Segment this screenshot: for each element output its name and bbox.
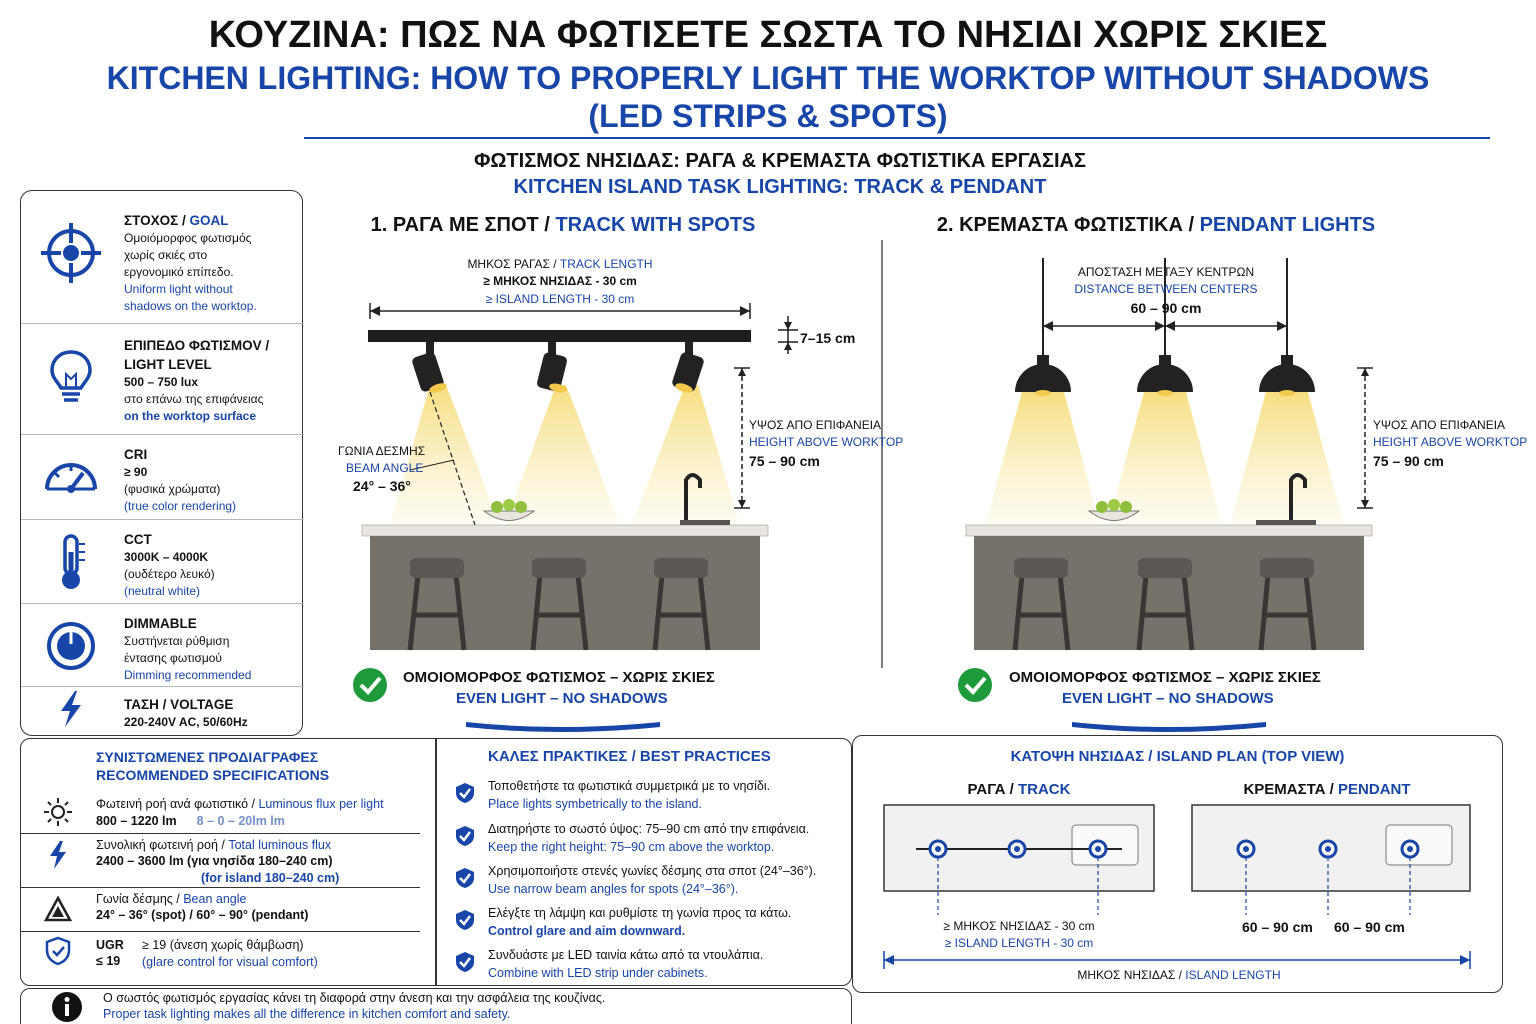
page-title-english: KITCHEN LIGHTING: HOW TO PROPERLY LIGHT THE WORKTOP WITHOUT SHADOWS [106,60,1430,96]
dimmable-title: DIMMABLE [124,616,197,631]
pendant-height-value: 75 – 90 cm [1373,453,1444,469]
pendant-lamp [1015,355,1071,396]
section-subtitle: ΦΩΤΙΣΜΟΣ ΝΗΣΙΔΑΣ: ΡΑΓΑ & ΚΡΕΜΑΣΤΑ ΦΩΤΙΣΤΙΚΑ ΕΡΓΑΣΙΑΣ [473,150,1086,172]
light-level-value: 500 – 750 lux [124,375,199,389]
info-icon [51,991,83,1023]
pendant-height-label: ΥΨΟΣ ΑΠΟ ΕΠΙΦΑΝΕΙΑ [1373,418,1506,432]
check-badge-icon [454,867,476,889]
plan-spot [1090,841,1106,857]
goal-title: ΣΤΟΧΟΣ / [124,213,190,228]
plan-spacing-1: 60 – 90 cm [1242,919,1313,935]
spec-flux-value: 800 – 1220 lm [96,814,177,828]
practice-text: Ελέγξτε τη λάμψη και ρυθμίστε τη γωνία προς τα κάτω. [488,906,792,920]
plan-track-rule: ≥ ΜΗΚΟΣ ΝΗΣΙΔΑΣ - 30 cm [943,919,1095,933]
plan-pendant-label: ΚΡΕΜΑΣΤΑ / PENDANT [1243,781,1411,798]
list-item [436,945,836,987]
track-diagram [353,303,798,732]
plan-pendant [1402,841,1418,857]
cct-value: 3000K – 4000K [124,550,209,564]
practice-text-en: Combine with LED strip under cabinets. [488,966,708,980]
voltage-title: ΤΑΣΗ / VOLTAGE [124,697,234,712]
page-title-english-line2: (LED STRIPS & SPOTS) [588,98,948,134]
spec-ugr-label-2: ≤ 19 [96,954,121,968]
spec-row-total-flux [20,834,420,888]
pendant-heading: 2. ΚΡΕΜΑΣΤΑ ΦΩΤΙΣΤΙΚΑ / PENDANT LIGHTS [936,214,1376,236]
beam-angle-value: 24° – 36° [353,478,411,494]
plan-pendant [1238,841,1254,857]
light-level-title: ΕΠΙΠΕΔΟ ΦΩΤΙΣΜΟV / [124,338,270,353]
pendant-lamp [1137,355,1193,396]
track-drop-value: 7–15 cm [800,330,856,346]
plan-spacing-2: 60 – 90 cm [1334,919,1405,935]
dimmable-text-en: Dimming recommended [124,668,252,682]
cri-title: CRI [124,447,148,462]
track-length-rule-en: ≥ ISLAND LENGTH - 30 cm [485,292,635,306]
cct-text: (ουδέτερο λευκό) [124,567,215,581]
footer-note [20,988,852,1024]
practice-text: Συνδυάστε με LED ταινία κάτω από τα ντουλάπια. [488,948,764,962]
warning-triangle-icon [44,896,72,922]
pendant-result: ΟΜΟΙΟΜΟΡΦΟΣ ΦΩΤΙΣΜΟΣ – ΧΩΡΙΣ ΣΚΙΕΣ [1009,669,1321,686]
plan-heading: ΚΑΤΟΨΗ ΝΗΣΙΔΑΣ / ISLAND PLAN (TOP VIEW) [1010,748,1345,765]
plan-track-rule-en: ≥ ISLAND LENGTH - 30 cm [944,936,1094,950]
cri-value: ≥ 90 [124,465,148,479]
section-subtitle-english: KITCHEN ISLAND TASK LIGHTING: TRACK & PENDANT [513,176,1047,198]
cri-text: (φυσικά χρώματα) [124,482,221,496]
pendant-distance-label: ΑΠΟΣΤΑΣΗ ΜΕΤΑΞΥ ΚΕΝΤΡΩΝ [1077,265,1255,279]
track-rail [368,330,751,342]
practice-text: Τοποθετήστε τα φωτιστικά συμμετρικά με το νησίδι. [488,779,771,793]
dimmable-text-1: Συστήνεται ρύθμιση [124,634,230,648]
practice-text: Χρησιμοποιήστε στενές γωνίες δέσμης στα σποτ (24°–36°). [488,864,817,878]
check-badge-icon [454,782,476,804]
island-worktop [362,525,768,536]
goal-text-2: χωρίς σκιές στο [124,248,208,262]
goal-title-en: GOAL [189,213,229,228]
practice-text: Διατηρήστε το σωστό ύψος: 75–90 cm από την επιφάνεια. [488,822,810,836]
goal-text-en-1: Uniform light without [124,282,233,296]
check-badge-icon [454,825,476,847]
track-heading: 1. ΡΑΓΑ ΜΕ ΣΠΟΤ / TRACK WITH SPOTS [370,214,756,236]
track-result-en: EVEN LIGHT – NO SHADOWS [456,690,668,707]
pendant-distance-value: 60 – 90 cm [1130,300,1202,316]
spec-total-value-en: (for island 180–240 cm) [201,871,340,885]
track-height-label-en: HEIGHT ABOVE WORKTOP [749,435,904,449]
check-icon [958,668,992,702]
page-title: ΚΟΥΖΙΝΑ: ΠΩΣ ΝΑ ΦΩΤΙΣΕΤΕ ΣΩΣΤΑ ΤΟ ΝΗΣΙΔΙ ΧΩΡΙΣ ΣΚΙΕΣ [208,14,1328,56]
list-item [436,861,836,903]
spot-light [411,342,448,395]
spec-beam-label: Γωνία δέσμης / [96,892,184,906]
spec-flux-label-en: Luminous flux per light [258,797,384,811]
spec-row-beam [20,888,420,932]
plan-pendant [1320,841,1336,857]
track-height-value: 75 – 90 cm [749,453,820,469]
practice-text-en: Keep the right height: 75–90 cm above the worktop. [488,840,775,854]
goal-text-3: εργονομικό επίπεδο. [124,265,234,279]
lightning-icon [46,840,70,870]
goal-text-en-2: shadows on the worktop. [124,299,257,313]
practice-text-en: Place lights symbetrically to the island. [488,797,702,811]
pendant-height-label-en: HEIGHT ABOVE WORKTOP [1373,435,1528,449]
pendant-distance-label-en: DISTANCE BETWEEN CENTERS [1074,282,1258,296]
cri-text-en: (true color rendering) [124,499,237,513]
track-length-rule: ≥ ΜΗΚΟΣ ΝΗΣΙΔΑΣ - 30 cm [483,274,637,288]
spec-total-value: 2400 – 3600 lm (για νησίδα 180–240 cm) [96,854,333,868]
spec-row-ugr [20,932,420,982]
list-item [436,776,836,818]
goal-text-1: Ομοιόμορφος φωτισμός [124,231,252,245]
specs-heading: ΣΥΝΙΣΤΩΜΕΝΕΣ ΠΡΟΔΙΑΓΡΑΦΕΣ RECOMMENDED SPECIFICATIONS [96,749,330,783]
spec-beam-value: 24° – 36° (spot) / 60° – 90° (pendant) [96,908,309,922]
spec-flux-label: Φωτεινή ροή ανά φωτιστικό / [96,797,259,811]
sun-icon [42,796,74,828]
check-icon [353,668,387,702]
footer-note-text-en: Proper task lighting makes all the difference in kitchen comfort and safety. [103,1007,511,1021]
list-item [436,903,836,945]
spot-light [671,342,705,395]
pendant-result-en: EVEN LIGHT – NO SHADOWS [1062,690,1274,707]
practices-heading: ΚΑΛΕΣ ΠΡΑΚΤΙΚΕΣ / BEST PRACTICES [488,748,771,765]
track-height-label: ΥΨΟΣ ΑΠΟ ΕΠΙΦΑΝΕΙΑ [749,418,882,432]
spot-light [536,342,568,394]
spec-beam-label-en: Bean angle [183,892,247,906]
spec-total-label-en: Total luminous flux [228,838,332,852]
plan-spot [1009,841,1025,857]
list-item [436,819,836,861]
light-level-text-en: on the worktop surface [124,409,257,423]
plan-spot [930,841,946,857]
practice-text-en: Control glare and aim downward. [488,924,686,938]
plan-track-label: ΡΑΓΑ / TRACK [967,781,1071,798]
pendant-lamp [1259,355,1315,396]
track-length-label: ΜΗΚΟΣ ΡΑΓΑΣ / TRACK LENGTH [467,257,653,271]
voltage-value: 220-240V AC, 50/60Hz [124,715,248,729]
spec-ugr-value: ≥ 19 (άνεση χωρίς θάμβωση) [142,938,304,952]
check-badge-icon [454,909,476,931]
spec-ugr-value-en: (glare control for visual comfort) [142,955,318,969]
track-result: ΟΜΟΙΟΜΟΡΦΟΣ ΦΩΤΙΣΜΟΣ – ΧΩΡΙΣ ΣΚΙΕΣ [403,669,715,686]
spec-row-flux [20,790,420,834]
cct-title: CCT [124,532,152,547]
dimmable-text-2: έντασης φωτισμού [124,651,222,665]
footer-note-text: Ο σωστός φωτισμός εργασίας κάνει τη διαφορά στην άνεση και την ασφάλεια της κουζίνας. [103,991,606,1005]
shield-icon [44,936,72,966]
plan-island-length: ΜΗΚΟΣ ΝΗΣΙΔΑΣ / ISLAND LENGTH [1077,968,1281,982]
pendant-diagram [958,258,1373,732]
practice-text-en: Use narrow beam angles for spots (24°–36°). [488,882,739,896]
light-level-title-2: LIGHT LEVEL [124,357,212,372]
check-badge-icon [454,951,476,973]
beam-angle-label-en: BEAM ANGLE [346,461,424,475]
spec-ugr-label: UGR [96,938,124,952]
practices-list [436,776,846,986]
spec-flux-value-en: 8 – 0 – 20lm lm [196,814,285,828]
spec-total-label: Συνολική φωτεινή ροή / [96,838,229,852]
light-level-text: στο επάνω της επιφάνειας [124,392,264,406]
beam-angle-label: ΓΩΝΙΑ ΔΕΣΜΗΣ [338,444,426,458]
cct-text-en: (neutral white) [124,584,201,598]
